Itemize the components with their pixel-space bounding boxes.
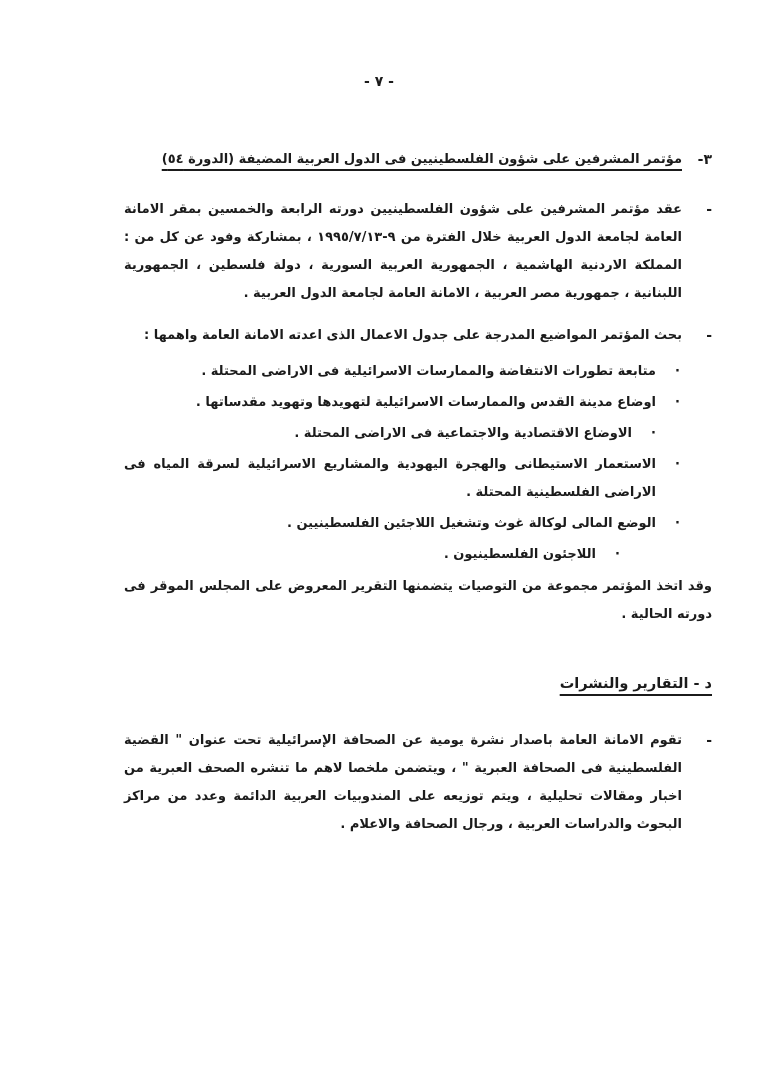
list-item-text: اللاجئون الفلسطينيون . <box>443 547 596 562</box>
paragraph-conference-held <box>124 196 712 308</box>
paragraph-agenda-intro <box>124 322 712 350</box>
dash-marker: - <box>706 733 712 749</box>
section-3-heading <box>124 146 712 174</box>
page-content <box>124 146 712 839</box>
paragraph-text: بحث المؤتمر المواضيع المدرجة على جدول الاعمال الذى اعدته الامانة العامة واهمها : <box>143 328 682 343</box>
list-item <box>124 420 656 448</box>
agenda-bullet-list <box>124 358 712 569</box>
section-d-title: د - التقارير والنشرات <box>559 676 712 692</box>
paragraph-text: عقد مؤتمر المشرفين على شؤون الفلسطينيين دورته الرابعة والخمسين بمقر الامانة العامة لجامعة الدول العربية خلال الفترة من ٩-١٩٩٥/٧/١٣ ، بمشاركة وفود عن كل من : المملكة الاردنية الهاشمية ، الجمهورية العربية السورية ، دولة فلسطين ، الجمهورية اللبنانية ، جمهورية مصر العربية ، الامانة العامة لجامعة الدول العربية . <box>124 202 682 301</box>
paragraph-recommendations: وقد اتخذ المؤتمر مجموعة من التوصيات يتضمنها التقرير المعروض على المجلس الموقر فى دورته الحالية . <box>124 579 712 622</box>
bullet-icon: · <box>615 547 620 562</box>
page-number: - ٧ - <box>364 74 394 90</box>
list-item-text: الاستعمار الاستيطانى والهجرة اليهودية والمشاريع الاسرائيلية لسرقة المياه فى الاراضى الفلسطينية المحتلة . <box>124 457 656 500</box>
list-item-text: اوضاع مدينة القدس والممارسات الاسرائيلية لتهويدها وتهويد مقدساتها . <box>195 395 656 410</box>
section-3-title: مؤتمر المشرفين على شؤون الفلسطينيين فى الدول العربية المضيفة (الدورة ٥٤) <box>161 152 682 167</box>
list-item-text: الوضع المالى لوكالة غوث وتشغيل اللاجئين الفلسطينيين . <box>287 516 656 531</box>
dash-marker: - <box>706 328 712 344</box>
paragraph-reports-bulletins <box>124 727 712 839</box>
list-item <box>124 510 680 538</box>
bullet-icon: · <box>651 426 656 441</box>
dash-marker: - <box>706 202 712 218</box>
bullet-icon: · <box>675 395 680 410</box>
section-3-number: ٣- <box>697 152 712 168</box>
section-d-heading <box>124 669 712 699</box>
bullet-icon: · <box>675 516 680 531</box>
list-item <box>124 389 680 417</box>
list-item-text: متابعة تطورات الانتفاضة والممارسات الاسرائيلية فى الاراضى المحتلة . <box>201 364 656 379</box>
list-item <box>124 451 680 507</box>
bullet-icon: · <box>675 364 680 379</box>
list-item <box>124 358 680 386</box>
bullet-icon: · <box>675 457 680 472</box>
paragraph-text: تقوم الامانة العامة باصدار نشرة يومية عن الصحافة الإسرائيلية تحت عنوان " القضية الفلسطينية فى الصحافة العبرية " ، ويتضمن ملخصا لاهم ما تنشره الصحف العبرية من اخبار ومقالات تحليلية ، ويتم توزيعه على المندوبيات العربية الدائمة وعدد من مراكز البحوث والدراسات العربية ، ورجال الصحافة والاعلام . <box>124 733 682 832</box>
list-item <box>124 541 620 569</box>
list-item-text: الاوضاع الاقتصادية والاجتماعية فى الاراضى المحتلة . <box>294 426 632 441</box>
